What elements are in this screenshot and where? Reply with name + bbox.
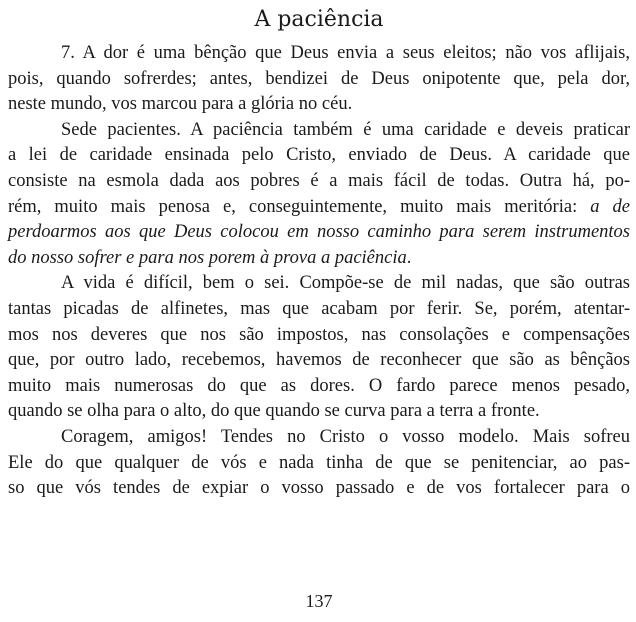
body-text (8, 41, 630, 502)
text-segment: . (406, 247, 412, 268)
text-line: pois, quando sofrerdes; antes, bendizei de Deus onipotente que, pela dor, (8, 68, 630, 89)
text-line: A vida é difícil, bem o sei. Compõe-se de mil nadas, que são outras (61, 273, 630, 294)
text-segment: rém, muito mais penosa e, conseguintemente, muito mais meritória: (8, 196, 578, 217)
text-line (8, 195, 630, 221)
text-line: mos nos deveres que nos são impostos, nas consolações e compensações (8, 324, 630, 345)
text-line: Sede pacientes. A paciência também é uma caridade e deveis praticar (61, 119, 630, 140)
text-line: quando se olha para o alto, do que quando se curva para a terra a fronte. (8, 401, 540, 422)
text-line: neste mundo, vos marcou para a glória no céu. (8, 94, 353, 115)
paragraph-1 (8, 41, 630, 118)
text-line: consiste na esmola dada aos pobres é a mais fácil de todas. Outra há, po- (8, 170, 630, 191)
text-line: so que vós tendes de expiar o vosso passado e de vos fortalecer para o (8, 478, 630, 499)
text-line: tantas picadas de alfinetes, mas que acabam por ferir. Se, porém, atentar- (8, 298, 630, 319)
book-page (8, 0, 630, 622)
text-line: Coragem, amigos! Tendes no Cristo o vosso modelo. Mais sofreu (61, 426, 630, 447)
text-line: Ele do que qualquer de vós e nada tinha de que se penitenciar, ao pas- (8, 452, 630, 473)
page-number: 137 (305, 591, 333, 611)
chapter-title: A paciência (254, 7, 384, 32)
text-line (8, 246, 630, 272)
text-line: a lei de caridade ensinada pelo Cristo, enviado de Deus. A caridade que (8, 145, 630, 166)
italic-segment: do nosso sofrer e para nos porem à prova a paciência (8, 247, 407, 268)
text-line: que, por outro lado, recebemos, havemos de reconhecer que são as bênçãos (8, 350, 630, 371)
text-line: 7. A dor é uma bênção que Deus envia a seus eleitos; não vos aflijais, (61, 43, 630, 63)
italic-segment: perdoarmos aos que Deus colocou em nosso caminho para serem instrumentos (8, 222, 630, 243)
paragraph-2 (8, 118, 630, 272)
paragraph-4 (8, 425, 630, 502)
italic-segment: a de (590, 196, 631, 217)
paragraph-3 (8, 271, 630, 425)
text-line (8, 220, 630, 246)
text-line: muito mais numerosas do que as dores. O fardo parece menos pesado, (8, 375, 630, 396)
